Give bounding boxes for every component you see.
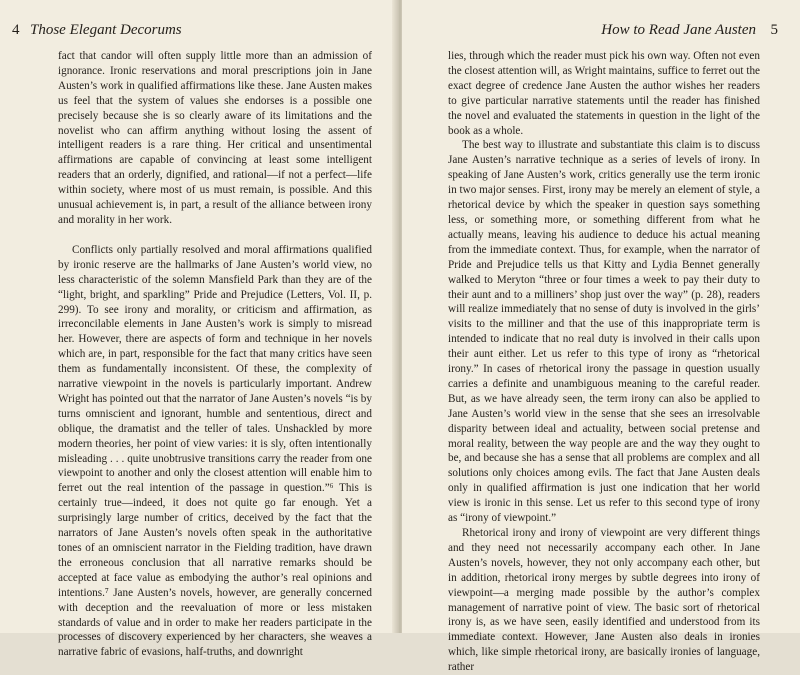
paragraph: Conflicts only partially resolved and moral affirmations qualified by ironic reserve are the hallmarks of Jane Austen’s world view, no less characteristic of the solemn Mansfield Park than they are of the “light, bright, and sparkling” Pride and Prejudice (Letters, Vol. II, p. 299). To see irony and morality, or criticism and affirmation, as irreconcilable elements in Jane Austen’s work is simply to misread her. However, there are aspects of form and technique in her novels which are, in part, responsible for the fact that many critics have seen them as fundamentally inconsistent. Of these, the complexity of narrative viewpoint in the novels is particularly important. Andrew Wright has pointed out that the narrator of Jane Austen’s novels “is by turns omniscient and ignorant, humble and sententious, direct and oblique, the dramatist and the teller of tales. Unshackled by more modern theories, her point of view varies: it is sly, often intentionally misleading . . . quite unobtrusive transitions carry the reader from one viewpoint to another and only the closest attention will enable him to ferret out the real intention of the passage in question.”⁶ This is certainly true—indeed, it does not quite go far enough. Yet a surprisingly large number of critics, deceived by the fact that the narrators of Jane Austen’s novels often speak in the authoritative tones of an omniscient narrator in the Fielding tradition, have drawn the erroneous conclusion that all narrative remarks should be accepted at face value as embodying the author’s real opinions and intentions.⁷ Jane Austen’s novels, however, are generally concerned with deception and the reevaluation of more or less mistaken standards of value and in order to make her readers participate in the processes of discovery experienced by her characters, she weaves a narrative fabric of evasions, half-truths, and downright <box>58 243 372 659</box>
paragraph: The best way to illustrate and substantiate this claim is to discuss Jane Austen’s narrative technique as a series of levels of irony. In speaking of Jane Austen’s work, critics generally use the term ironic in two major senses. First, irony may be merely an element of style, a rhetorical device by which the speaker in question says something less, or something more, or something different from what he actually means, leaving his audience to deduce his actual meaning from the immediate context. Thus, for example, when the narrator of Pride and Prejudice tells us that Kitty and Lydia Bennet generally walked to Meryton “three or four times a week to pay their duty to their aunt and to a milliners’ shop just over the way” (p. 28), readers will realize immediately that no sense of duty is involved in the girls’ visits to the milliner and that the use of this inappropriate term is intended to indicate that no real duty is involved in their calls upon their aunt either. Let us refer to this type of irony as “rhetorical irony.” In cases of rhetorical irony the passage in question usually carries a definite and unambiguous meaning to the careful reader. But, as we have already seen, the term irony can also be applied to Jane Austen’s world view in the sense that she sees an irresolvable disparity between ideal and actuality, between social pretense and moral reality, between the way people are and the way they ought to be, and because she has a sense that all problems are complex and all solutions only choices among evils. The fact that Jane Austen deals only in qualified affirmation is just one indication that her world view is ironic in this sense. Let us refer to this second type of irony as “irony of viewpoint.” <box>448 139 760 525</box>
running-head: Those Elegant Decorums <box>30 22 182 38</box>
page-number: 4 <box>12 22 20 38</box>
paragraph: Rhetorical irony and irony of viewpoint are very different things and they need not necessarily accompany each other. In Jane Austen’s novels, however, they not only accompany each other, but in addition, rhetorical irony merges by subtle degrees into irony of viewpoint—a merging made possible by the author’s complex management of narrative point of view. The basic sort of rhetorical irony is, as we have seen, easily identified and understood from its immediate context. However, Jane Austen also deals in ironies which, like simple rhetorical irony, are basically ironies of language, rather <box>448 527 760 674</box>
body-text <box>58 49 372 660</box>
running-head: How to Read Jane Austen <box>601 22 756 38</box>
paragraph: lies, through which the reader must pick his own way. Often not even the closest attention will, as Wright maintains, suffice to ferret out the exact degree of credence Jane Austen the author wishes her readers to give particular narrative statements until the reader has finished the novel and evaluated the statements in question in the light of the book as a whole. <box>448 50 760 137</box>
page-number: 5 <box>770 22 778 38</box>
right-page <box>402 0 800 674</box>
paragraph: fact that candor will often supply little more than an admission of ignorance. Ironic reservations and moral prescriptions join in Jane Austen’s work in qualified affirmations like these. Jane Austen makes us feel that the system of values she endorses is a possible one precisely because she is so clearly aware of its limitations and the novelist who can affirm anything without losing the assent of intelligent readers is a rare thing. Her critical and unsentimental affirmations are capable of convincing at least some intelligent readers that an orderly, dignified, and rational—if not a perfect—life within society, where most of us must remain, is possible. And this unusual achievement is, in part, a result of the alliance between irony and morality in her work. <box>58 50 372 226</box>
body-text <box>448 49 760 675</box>
left-page <box>0 0 398 659</box>
